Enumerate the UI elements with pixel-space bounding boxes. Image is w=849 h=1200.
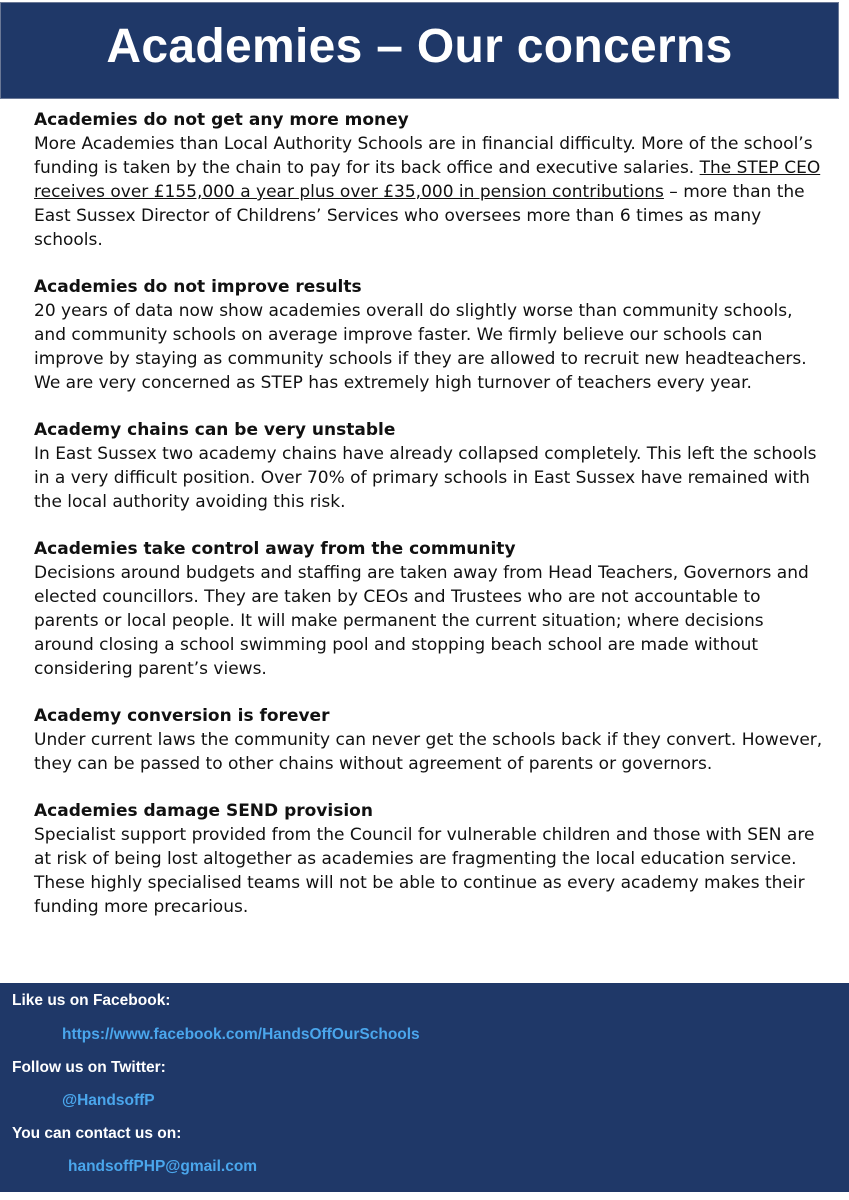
section-forever xyxy=(34,704,824,776)
contact-footer xyxy=(0,983,849,1192)
concerns-list xyxy=(34,108,824,942)
section-heading: Academy conversion is forever xyxy=(34,706,330,726)
section-money xyxy=(34,108,824,252)
section-heading: Academies do not get any more money xyxy=(34,110,409,130)
twitter-link[interactable]: @HandsoffP xyxy=(62,1092,155,1109)
section-body: Specialist support provided from the Council for vulnerable children and those with SEN are at risk of being lost altogether as academies are fragmenting the local education service. These highly specialised teams will not be able to continue as every academy makes their funding more precarious. xyxy=(34,825,815,917)
contact-label: You can contact us on: xyxy=(12,1125,182,1142)
title-banner xyxy=(0,2,839,99)
facebook-link[interactable]: https://www.facebook.com/HandsOffOurSchools xyxy=(62,1026,420,1043)
body-text: More Academies than Local Authority Schools are in financial difficulty. More of the school’s funding is taken by the chain to pay for its back office and executive salaries. xyxy=(34,134,813,178)
section-heading: Academies do not improve results xyxy=(34,277,362,297)
section-results xyxy=(34,275,824,395)
section-unstable xyxy=(34,418,824,514)
section-body: Under current laws the community can never get the schools back if they convert. However, they can be passed to other chains without agreement of parents or governors. xyxy=(34,730,823,774)
facebook-label: Like us on Facebook: xyxy=(12,992,171,1009)
section-heading: Academies damage SEND provision xyxy=(34,801,373,821)
body-text: – more than the East Sussex Director of Childrens’ Services who oversees more than 6 times as many schools. xyxy=(34,182,805,250)
section-heading: Academy chains can be very unstable xyxy=(34,420,396,440)
section-control xyxy=(34,537,824,681)
section-heading: Academies take control away from the community xyxy=(34,539,516,559)
email-link[interactable]: handsoffPHP@gmail.com xyxy=(68,1158,258,1175)
section-send xyxy=(34,799,824,919)
section-body: Decisions around budgets and staffing are taken away from Head Teachers, Governors and elected councillors. They are taken by CEOs and Trustees who are not accountable to parents or local people. It will make permanent the current situation; where decisions around closing a school swimming pool and stopping beach school are made without considering parent’s views. xyxy=(34,563,809,679)
page-title: Academies – Our concerns xyxy=(106,19,733,73)
section-body: 20 years of data now show academies overall do slightly worse than community schools, and community schools on average improve faster. We firmly believe our schools can improve by staying as community schools if they are allowed to recruit new headteachers. We are very concerned as STEP has extremely high turnover of teachers every year. xyxy=(34,301,807,393)
section-body xyxy=(34,132,824,252)
header xyxy=(0,0,849,101)
twitter-label: Follow us on Twitter: xyxy=(12,1059,166,1076)
ceo-salary-underlined-text: The STEP CEO receives over £155,000 a year plus over £35,000 in pension contributions xyxy=(34,158,821,202)
section-body: In East Sussex two academy chains have already collapsed completely. This left the schools in a very difficult position. Over 70% of primary schools in East Sussex have remained with the local authority avoiding this risk. xyxy=(34,444,817,512)
